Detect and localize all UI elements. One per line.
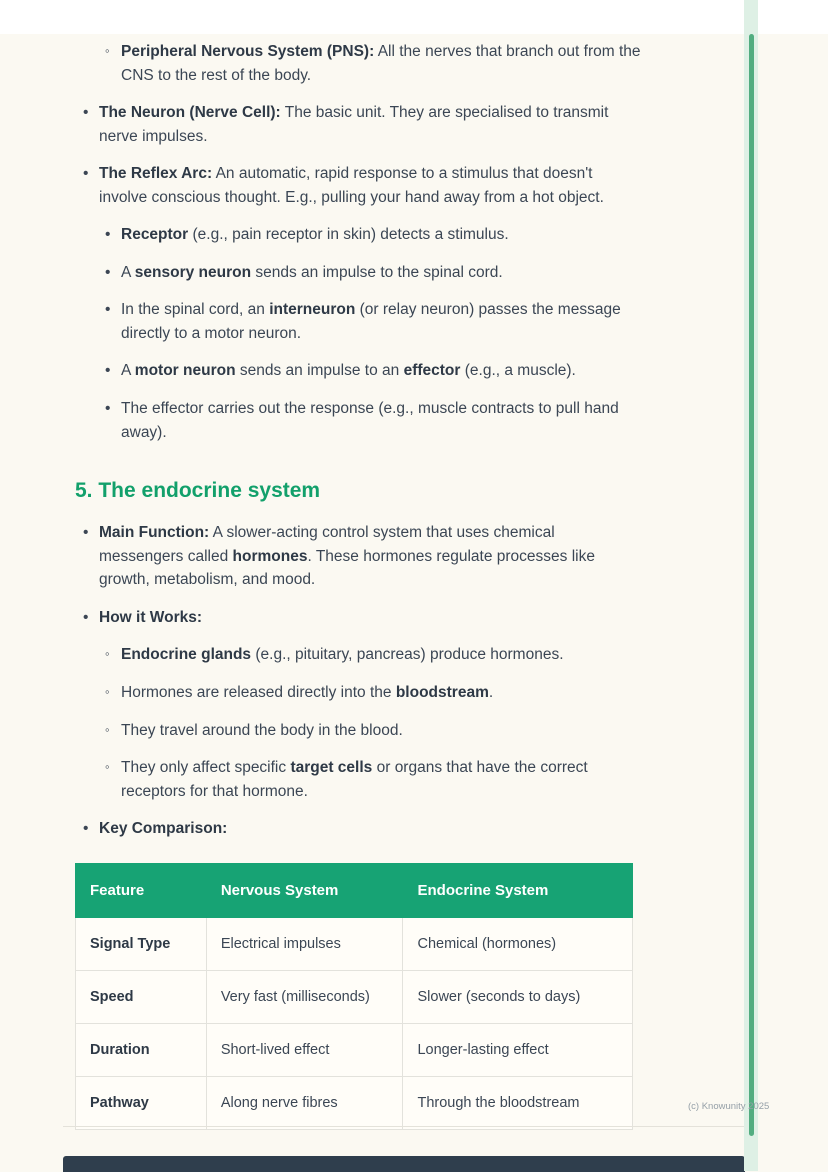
disc-bullet-icon: • xyxy=(105,362,111,380)
table-header-cell: Nervous System xyxy=(206,863,403,917)
table-value-cell: Very fast (milliseconds) xyxy=(206,970,403,1023)
disc-bullet-icon: • xyxy=(105,226,111,244)
list-item xyxy=(75,681,641,705)
list-item-text: The effector carries out the response (e.g., muscle contracts to pull hand away). xyxy=(121,400,619,441)
list-item xyxy=(75,521,641,592)
endocrine-system-list xyxy=(75,521,641,840)
table-value-cell: Chemical (hormones) xyxy=(403,917,633,970)
list-item-text: Key Comparison: xyxy=(99,820,228,838)
disc-bullet-icon: • xyxy=(83,608,89,626)
list-item-text: The Reflex Arc: An automatic, rapid response to a stimulus that doesn't involve conscious thought. E.g., pulling your hand away from a hot object. xyxy=(99,165,604,206)
table-feature-cell: Speed xyxy=(76,970,207,1023)
circle-bullet-icon: ◦ xyxy=(105,646,110,662)
page-bottom-divider xyxy=(63,1126,745,1127)
table-value-cell: Along nerve fibres xyxy=(206,1076,403,1129)
list-item xyxy=(75,261,641,285)
list-item-text: How it Works: xyxy=(99,608,203,626)
list-item-text: A motor neuron sends an impulse to an effector (e.g., a muscle). xyxy=(121,362,576,380)
disc-bullet-icon: • xyxy=(83,165,89,183)
next-page-dark-bar xyxy=(63,1156,745,1172)
table-value-cell: Through the bloodstream xyxy=(403,1076,633,1129)
list-item xyxy=(75,397,641,444)
disc-bullet-icon: • xyxy=(83,104,89,122)
top-margin-band xyxy=(0,0,828,34)
list-item-text: Receptor (e.g., pain receptor in skin) detects a stimulus. xyxy=(121,226,509,244)
list-item-text: In the spinal cord, an interneuron (or relay neuron) passes the message directly to a motor neuron. xyxy=(121,301,621,342)
list-item xyxy=(75,298,641,345)
comparison-table xyxy=(75,863,633,1130)
list-item xyxy=(75,40,641,87)
list-item-text: Hormones are released directly into the bloodstream. xyxy=(121,684,494,702)
disc-bullet-icon: • xyxy=(83,820,89,838)
table-feature-cell: Pathway xyxy=(76,1076,207,1129)
disc-bullet-icon: • xyxy=(105,400,111,418)
list-item xyxy=(75,719,641,743)
table-value-cell: Electrical impulses xyxy=(206,917,403,970)
circle-bullet-icon: ◦ xyxy=(105,684,110,700)
list-item-text: They only affect specific target cells or organs that have the correct receptors for that hormone. xyxy=(121,759,588,800)
list-item-text: Peripheral Nervous System (PNS): All the nerves that branch out from the CNS to the rest of the body. xyxy=(121,43,641,84)
disc-bullet-icon: • xyxy=(105,301,111,319)
disc-bullet-icon: • xyxy=(105,263,111,281)
circle-bullet-icon: ◦ xyxy=(105,759,110,775)
list-item xyxy=(75,817,641,841)
list-item-text: The Neuron (Nerve Cell): The basic unit. They are specialised to transmit nerve impulses. xyxy=(99,104,609,145)
list-item xyxy=(75,162,641,209)
list-item-text: Main Function: A slower-acting control system that uses chemical messengers called hormones. These hormones regulate processes like growth, metabolism, and mood. xyxy=(99,524,595,589)
table-value-cell: Slower (seconds to days) xyxy=(403,970,633,1023)
nervous-system-list xyxy=(75,40,641,444)
table-row xyxy=(76,1023,633,1076)
comparison-table-header-row xyxy=(76,863,633,917)
document-content xyxy=(75,40,641,1130)
section-heading-endocrine-system: 5. The endocrine system xyxy=(75,479,321,503)
list-item xyxy=(75,606,641,630)
comparison-table-body xyxy=(76,917,633,1129)
watermark: (c) Knowunity 2025 xyxy=(688,1101,770,1112)
circle-bullet-icon: ◦ xyxy=(105,721,110,737)
list-item xyxy=(75,101,641,148)
list-item xyxy=(75,359,641,383)
table-feature-cell: Signal Type xyxy=(76,917,207,970)
disc-bullet-icon: • xyxy=(83,524,89,542)
list-item-text: They travel around the body in the blood. xyxy=(121,721,403,739)
table-row xyxy=(76,970,633,1023)
table-row xyxy=(76,1076,633,1129)
table-header-cell: Endocrine System xyxy=(403,863,633,917)
circle-bullet-icon: ◦ xyxy=(105,43,110,58)
table-value-cell: Short-lived effect xyxy=(206,1023,403,1076)
table-feature-cell: Duration xyxy=(76,1023,207,1076)
table-row xyxy=(76,917,633,970)
list-item xyxy=(75,756,641,803)
table-header-cell: Feature xyxy=(76,863,207,917)
scrollbar-thumb[interactable] xyxy=(749,34,754,1136)
list-item xyxy=(75,223,641,247)
list-item-text: A sensory neuron sends an impulse to the spinal cord. xyxy=(121,263,503,281)
list-item xyxy=(75,643,641,667)
list-item-text: Endocrine glands (e.g., pituitary, pancreas) produce hormones. xyxy=(121,646,564,664)
table-value-cell: Longer-lasting effect xyxy=(403,1023,633,1076)
